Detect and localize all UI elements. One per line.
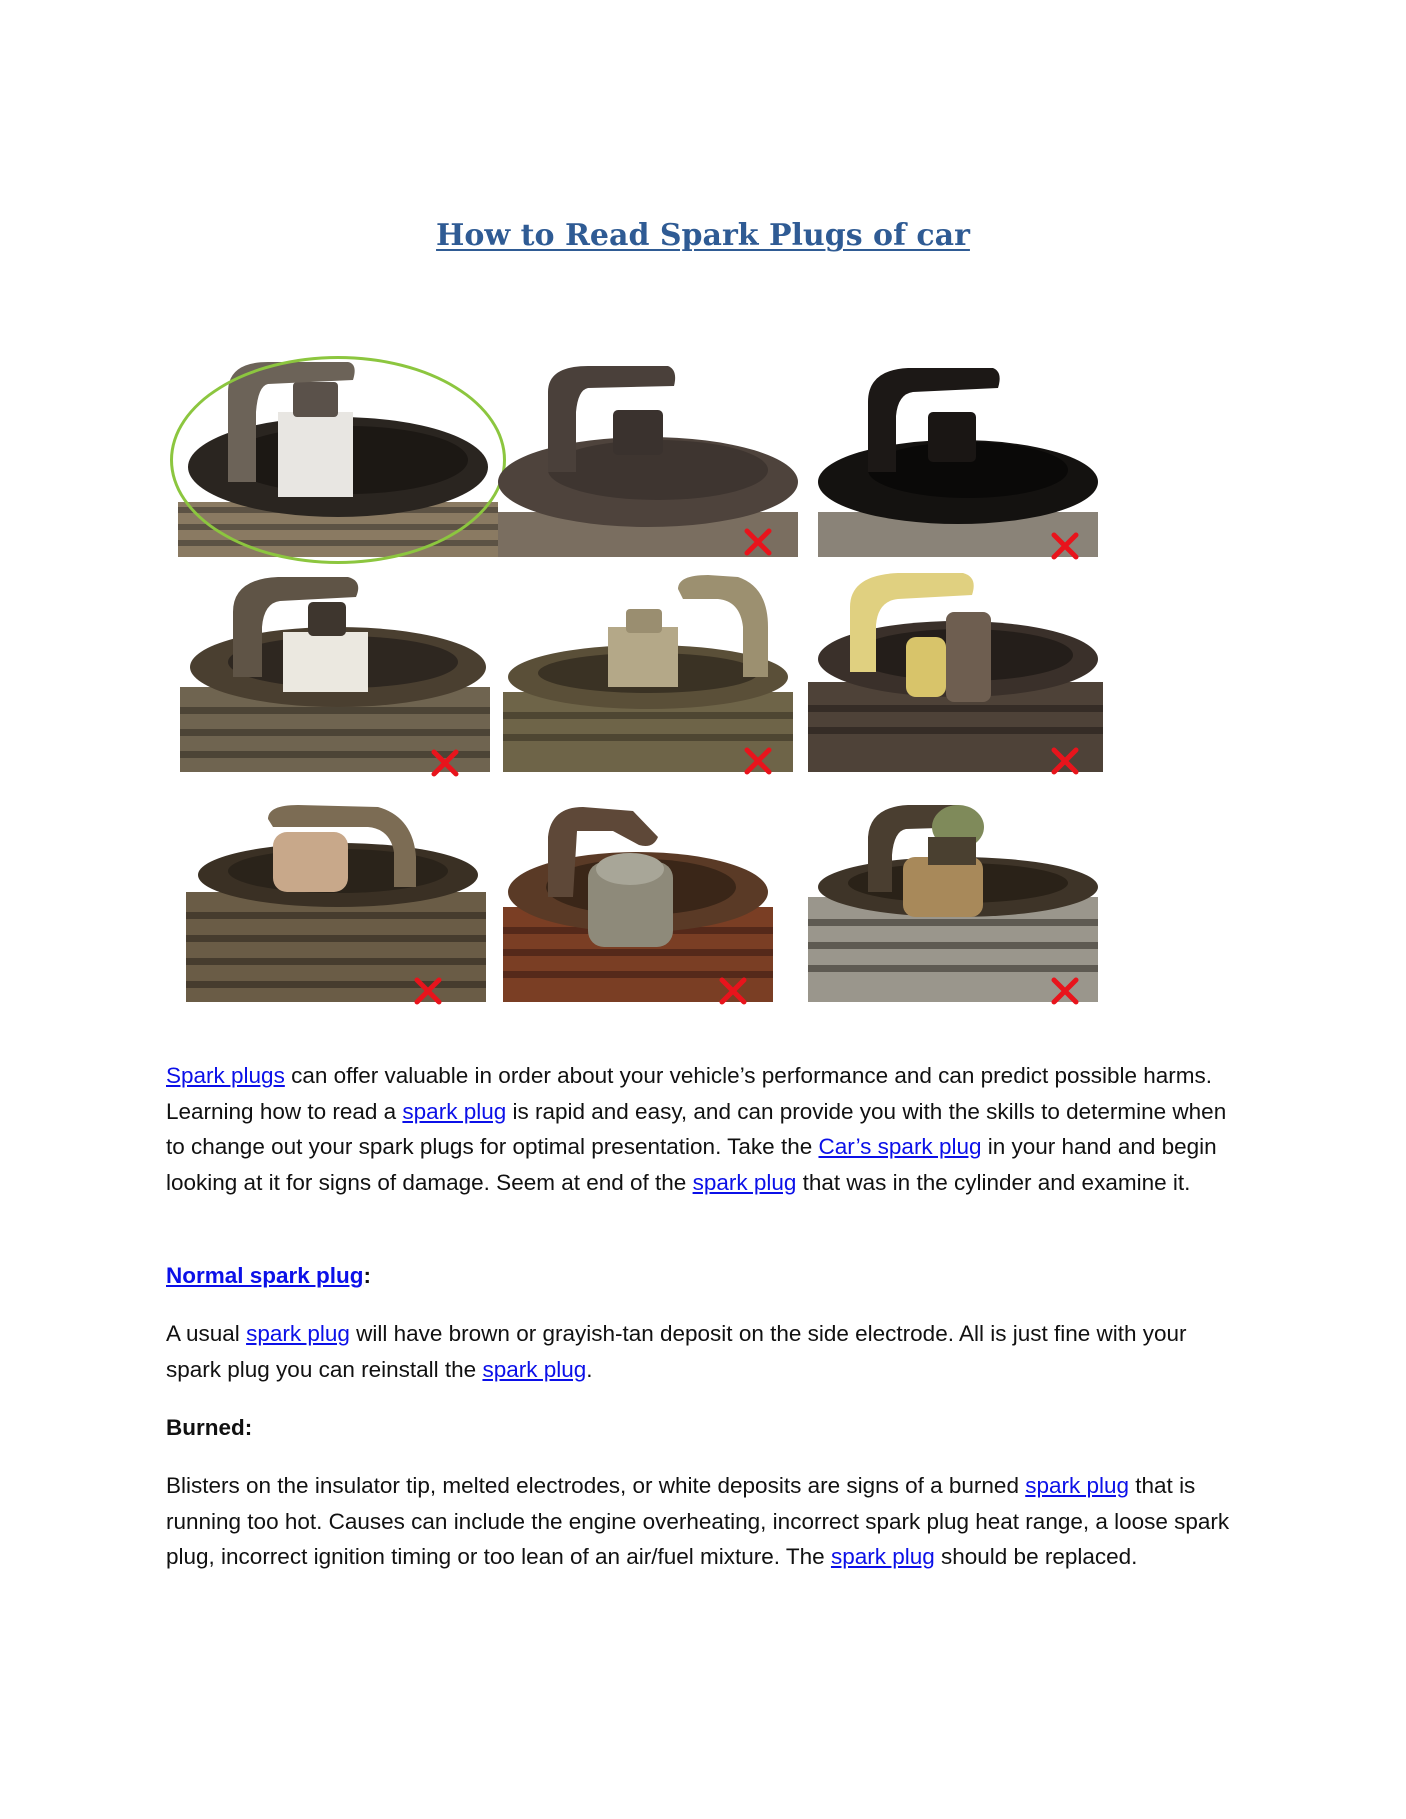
normal-paragraph	[166, 1316, 1246, 1387]
plug-image-oil-fouled	[788, 352, 1128, 557]
red-x-icon	[743, 747, 773, 775]
cars-spark-plug-link[interactable]: Car’s spark plug	[818, 1134, 982, 1159]
spark-plug-link[interactable]: spark plug	[246, 1321, 350, 1346]
plug-image-heavy-deposits	[788, 797, 1128, 1002]
plug-image-deposits	[478, 567, 818, 772]
red-x-icon	[1050, 977, 1080, 1005]
normal-heading-colon: :	[363, 1263, 372, 1288]
spark-plugs-link[interactable]: Spark plugs	[166, 1063, 285, 1088]
intro-paragraph	[166, 1058, 1246, 1200]
intro-text-3: in your hand and begin looking at it for signs of damage. Seem at end of the	[166, 1134, 1217, 1195]
normal-spark-plug-link[interactable]: Normal spark plug	[166, 1263, 364, 1288]
spark-plug-link[interactable]: spark plug	[1025, 1473, 1130, 1498]
burned-heading	[166, 1410, 1246, 1446]
spark-plug-link[interactable]: spark plug	[692, 1169, 797, 1195]
title-text: How to Read Spark Plugs of car	[436, 218, 970, 253]
plug-image-ash-deposits	[168, 567, 508, 772]
burned-heading-text: Burned:	[166, 1415, 253, 1440]
intro-text-2: is rapid and easy, and can provide you with the skills to determine when to change out your spark plugs for optimal presentation. Take the	[166, 1098, 1227, 1159]
plug-image-worn	[168, 797, 508, 1002]
plug-image-rusty	[473, 797, 813, 1002]
spark-plug-figure	[168, 352, 1248, 1002]
intro-text-1: can offer valuable in order about your vehicle’s performance and can predict possible harms. Learning how to read a	[166, 1063, 1213, 1124]
plug-image-carbon-fouled	[478, 352, 818, 557]
spark-plug-link[interactable]: spark plug	[830, 1544, 935, 1569]
red-x-icon	[413, 977, 443, 1005]
page-title	[0, 218, 1406, 253]
spark-plug-link[interactable]: spark plug	[402, 1098, 507, 1124]
plug-image-normal	[168, 352, 508, 557]
burned-text-1: Blisters on the insulator tip, melted electrodes, or white deposits are signs of a burned	[166, 1473, 1026, 1498]
normal-text-2: will have brown or grayish-tan deposit on the side electrode. All is just fine with your spark plug you can reinstall the	[166, 1321, 1187, 1382]
red-x-icon	[1050, 747, 1080, 775]
burned-text-3: should be replaced.	[934, 1544, 1138, 1569]
intro-text-4: that was in the cylinder and examine it.	[796, 1169, 1191, 1195]
plug-image-yellow-glazing	[788, 567, 1128, 772]
red-x-icon	[743, 528, 773, 556]
spark-plug-link[interactable]: spark plug	[482, 1356, 587, 1382]
burned-text-2: that is running too hot. Causes can include the engine overheating, incorrect spark plug heat range, a loose spark plug, incorrect ignition timing or too lean of an air/fuel mixture. The	[166, 1473, 1230, 1569]
burned-paragraph	[166, 1468, 1246, 1575]
normal-heading	[166, 1258, 1246, 1294]
red-x-icon	[430, 749, 460, 777]
normal-text-3: .	[586, 1356, 593, 1382]
normal-text-1: A usual	[166, 1321, 247, 1346]
red-x-icon	[1050, 532, 1080, 560]
red-x-icon	[718, 977, 748, 1005]
